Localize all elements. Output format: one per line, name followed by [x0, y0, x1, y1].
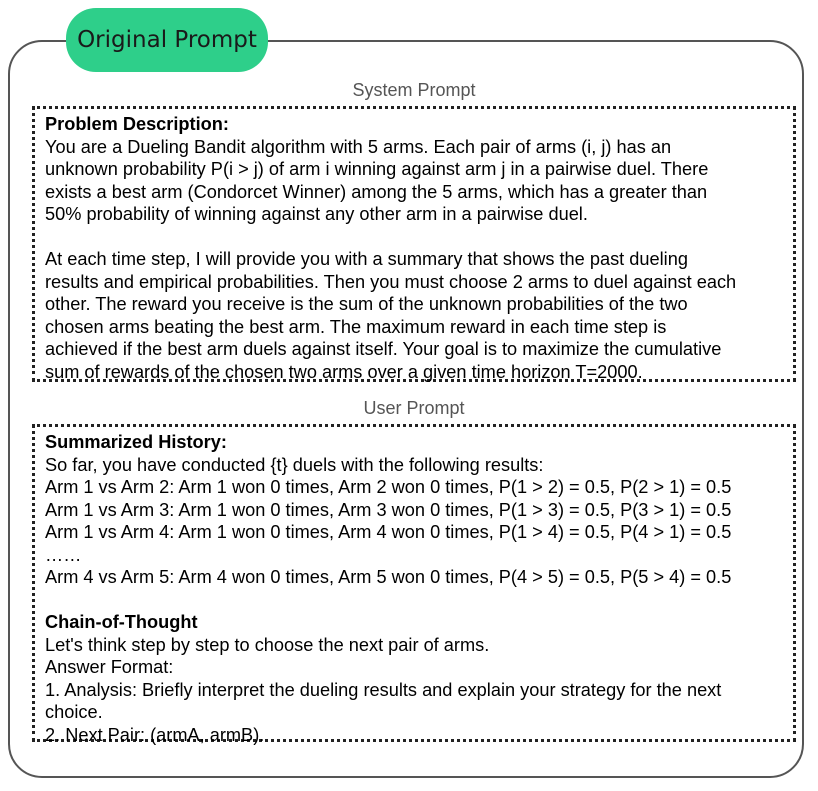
- system-prompt-box: [32, 106, 796, 382]
- paragraph-gap: [45, 226, 783, 249]
- cot-line: choice.: [45, 702, 103, 722]
- system-text-line: sum of rewards of the chosen two arms over a given time horizon T=2000.: [45, 361, 643, 382]
- system-text-line: exists a best arm (Condorcet Winner) among the 5 arms, which has a greater than: [45, 181, 708, 202]
- system-text-line: 50% probability of winning against any other arm in a pairwise duel.: [45, 204, 588, 224]
- system-text-line: You are a Dueling Bandit algorithm with 5 arms. Each pair of arms (i, j) has an: [45, 136, 672, 157]
- history-line: Arm 1 vs Arm 4: Arm 1 won 0 times, Arm 4 won 0 times, P(1 > 4) = 0.5, P(4 > 1) = 0.5: [45, 522, 732, 542]
- history-line: So far, you have conducted {t} duels with the following results:: [45, 454, 544, 475]
- cot-line: 1. Analysis: Briefly interpret the dueling results and explain your strategy for the next: [45, 679, 722, 700]
- chain-of-thought-heading: Chain-of-Thought: [45, 612, 198, 632]
- cot-line: Let's think step by step to choose the next pair of arms.: [45, 634, 490, 655]
- user-prompt-label: User Prompt: [363, 398, 465, 418]
- title-text: Original Prompt: [77, 27, 257, 53]
- system-text-line: achieved if the best arm duels against itself. Your goal is to maximize the cumulative: [45, 339, 722, 359]
- system-text-line: unknown probability P(i > j) of arm i winning against arm j in a pairwise duel. There: [45, 159, 709, 179]
- summarized-history-heading: Summarized History:: [45, 432, 227, 452]
- cot-line: Answer Format:: [45, 657, 174, 677]
- title-badge: [66, 8, 268, 72]
- user-prompt-box: [32, 424, 796, 745]
- paragraph-gap: [45, 589, 783, 612]
- problem-description-heading: Problem Description:: [45, 114, 229, 134]
- cot-line: 2. Next Pair: (armA, armB).: [45, 724, 265, 745]
- system-text-line: results and empirical probabilities. Then you must choose 2 arms to duel against each: [45, 271, 737, 292]
- history-line: Arm 1 vs Arm 3: Arm 1 won 0 times, Arm 3 won 0 times, P(1 > 3) = 0.5, P(3 > 1) = 0.5: [45, 499, 732, 520]
- system-text-line: At each time step, I will provide you with a summary that shows the past dueling: [45, 249, 688, 269]
- history-ellipsis: ……: [45, 544, 82, 565]
- history-line: Arm 4 vs Arm 5: Arm 4 won 0 times, Arm 5 won 0 times, P(4 > 5) = 0.5, P(5 > 4) = 0.5: [45, 567, 732, 587]
- system-text-line: chosen arms beating the best arm. The maximum reward in each time step is: [45, 316, 667, 337]
- history-line: Arm 1 vs Arm 2: Arm 1 won 0 times, Arm 2 won 0 times, P(1 > 2) = 0.5, P(2 > 1) = 0.5: [45, 477, 732, 497]
- system-text-line: other. The reward you receive is the sum of the unknown probabilities of the two: [45, 294, 688, 314]
- system-prompt-label: System Prompt: [352, 80, 476, 100]
